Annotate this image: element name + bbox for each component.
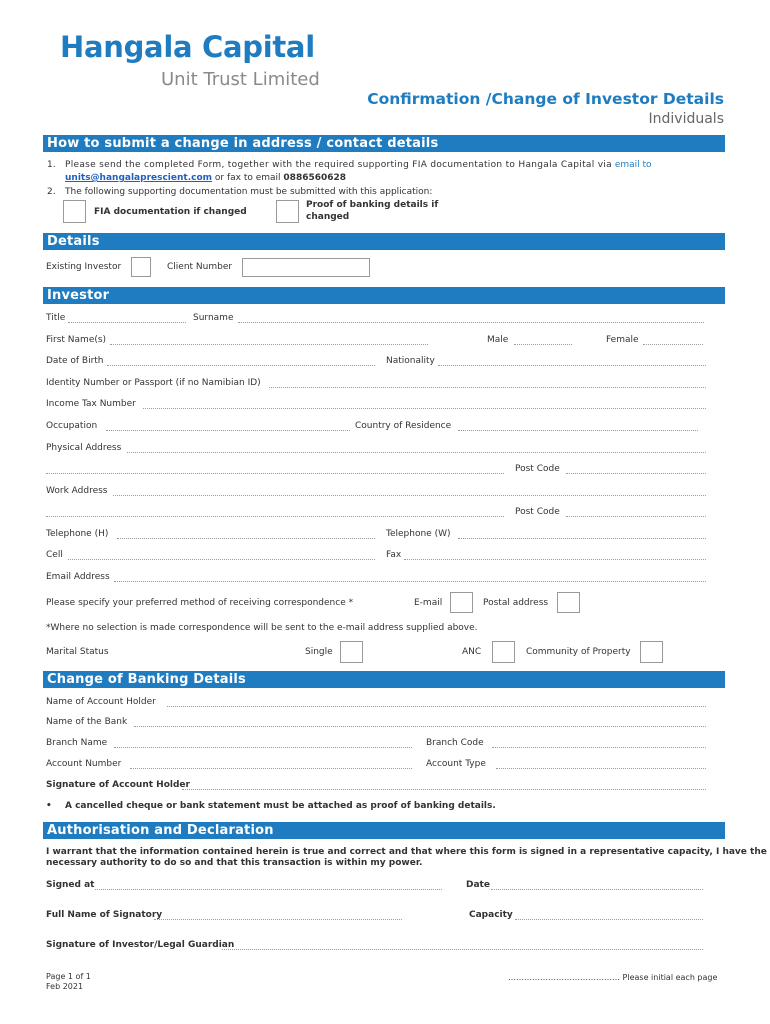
full-name-label: Full Name of Signatory (46, 910, 163, 920)
surname-label: Surname (193, 313, 234, 323)
section-header-investor: Investor (43, 287, 725, 304)
document-subtitle: Individuals (648, 111, 724, 127)
telephone-h-field[interactable] (117, 538, 375, 539)
revision-date: Feb 2021 (46, 982, 84, 991)
occupation-label: Occupation (46, 421, 98, 431)
work-address-label: Work Address (46, 486, 108, 496)
fax-label: Fax (386, 550, 402, 560)
account-number-field[interactable] (130, 768, 412, 769)
section-header-how-to-submit: How to submit a change in address / contact details (43, 135, 725, 152)
first-names-label: First Name(s) (46, 335, 107, 345)
male-label: Male (487, 335, 509, 345)
email-link[interactable]: units@hangalaprescient.com (65, 173, 213, 183)
date-label: Date (466, 880, 490, 890)
male-field[interactable] (514, 344, 572, 345)
account-type-label: Account Type (426, 759, 486, 769)
postal-option-checkbox[interactable] (557, 592, 580, 613)
client-number-field[interactable] (242, 258, 370, 277)
account-holder-label: Name of Account Holder (46, 697, 156, 707)
brand-name: Hangala Capital (60, 30, 315, 64)
section-header-details: Details (43, 233, 725, 250)
fax-number: 0886560628 (283, 173, 347, 183)
account-holder-signature-label: Signature of Account Holder (46, 780, 190, 790)
first-names-field[interactable] (110, 344, 428, 345)
anc-label: ANC (462, 647, 482, 657)
telephone-h-label: Telephone (H) (46, 529, 109, 539)
branch-code-label: Branch Code (426, 738, 484, 748)
instruction-2: 2. The following supporting documentation must be submitted with this application: (47, 187, 433, 197)
proof-banking-label-1: Proof of banking details if (306, 200, 439, 210)
community-label: Community of Property (526, 647, 631, 657)
fia-doc-checkbox[interactable] (63, 200, 86, 223)
postal-option-label: Postal address (483, 598, 549, 608)
work-post-code-label: Post Code (515, 507, 560, 517)
brand-subtitle: Unit Trust Limited (161, 69, 320, 90)
account-holder-signature-field[interactable] (182, 789, 706, 790)
cell-field[interactable] (68, 559, 375, 560)
income-tax-label: Income Tax Number (46, 399, 136, 409)
proof-banking-label-2: changed (306, 212, 350, 222)
marital-status-label: Marital Status (46, 647, 109, 657)
email-address-field[interactable] (114, 581, 706, 582)
initial-note: …………………………………… Please initial each page (508, 973, 718, 982)
signed-at-field[interactable] (95, 889, 442, 890)
section-header-authorisation: Authorisation and Declaration (43, 822, 725, 839)
existing-investor-label: Existing Investor (46, 262, 122, 272)
dob-label: Date of Birth (46, 356, 104, 366)
female-field[interactable] (643, 344, 703, 345)
physical-address-field[interactable] (127, 452, 706, 453)
physical-address-field-2[interactable] (46, 473, 504, 474)
work-post-code-field[interactable] (566, 516, 706, 517)
preferred-method-label: Please specify your preferred method of receiving correspondence * (46, 598, 354, 608)
post-code-label: Post Code (515, 464, 560, 474)
country-residence-label: Country of Residence (355, 421, 452, 431)
anc-checkbox[interactable] (492, 641, 515, 663)
title-label: Title (46, 313, 66, 323)
signed-at-label: Signed at (46, 880, 95, 890)
email-option-checkbox[interactable] (450, 592, 473, 613)
title-field[interactable] (68, 322, 186, 323)
email-address-label: Email Address (46, 572, 110, 582)
bank-name-label: Name of the Bank (46, 717, 128, 727)
work-address-field[interactable] (113, 495, 706, 496)
id-number-field[interactable] (269, 387, 706, 388)
telephone-w-field[interactable] (458, 538, 706, 539)
fax-field[interactable] (404, 559, 706, 560)
bank-name-field[interactable] (134, 726, 706, 727)
email-option-label: E-mail (414, 598, 443, 608)
branch-name-label: Branch Name (46, 738, 108, 748)
community-checkbox[interactable] (640, 641, 663, 663)
telephone-w-label: Telephone (W) (386, 529, 451, 539)
client-number-label: Client Number (167, 262, 233, 272)
proof-banking-checkbox[interactable] (276, 200, 299, 223)
account-type-field[interactable] (496, 768, 706, 769)
declaration-line-2: necessary authority to do so and that this transaction is within my power. (46, 858, 423, 868)
work-address-field-2[interactable] (46, 516, 504, 517)
existing-investor-checkbox[interactable] (131, 257, 151, 277)
occupation-field[interactable] (106, 430, 350, 431)
branch-code-field[interactable] (492, 747, 706, 748)
investor-signature-field[interactable] (222, 949, 703, 950)
single-checkbox[interactable] (340, 641, 363, 663)
female-label: Female (606, 335, 639, 345)
declaration-line-1: I warrant that the information contained herein is true and correct and that where this form is signed in a representative capacity, I have the (46, 847, 767, 857)
physical-address-label: Physical Address (46, 443, 122, 453)
document-title: Confirmation /Change of Investor Details (367, 90, 724, 108)
capacity-label: Capacity (469, 910, 513, 920)
surname-field[interactable] (238, 322, 704, 323)
post-code-field[interactable] (566, 473, 706, 474)
page-number: Page 1 of 1 (46, 972, 91, 981)
income-tax-field[interactable] (143, 408, 706, 409)
nationality-label: Nationality (386, 356, 435, 366)
section-header-banking: Change of Banking Details (43, 671, 725, 688)
instruction-1: 1. Please send the completed Form, together with the required supporting FIA documentation to Hangala Capital via email to (47, 160, 652, 170)
single-label: Single (305, 647, 333, 657)
nationality-field[interactable] (438, 365, 706, 366)
dob-field[interactable] (107, 365, 375, 366)
account-holder-field[interactable] (167, 706, 706, 707)
fia-doc-label: FIA documentation if changed (94, 207, 247, 217)
branch-name-field[interactable] (114, 747, 412, 748)
correspondence-note: *Where no selection is made correspondence will be sent to the e-mail address supplied above. (46, 623, 478, 633)
investor-signature-label: Signature of Investor/Legal Guardian (46, 940, 235, 950)
instruction-1-contact: units@hangalaprescient.com or fax to email 0886560628 (65, 173, 347, 183)
full-name-field[interactable] (154, 919, 402, 920)
cell-label: Cell (46, 550, 63, 560)
id-number-label: Identity Number or Passport (if no Namibian ID) (46, 378, 261, 388)
date-field[interactable] (491, 889, 703, 890)
capacity-field[interactable] (515, 919, 703, 920)
banking-note: A cancelled cheque or bank statement must be attached as proof of banking details. (65, 801, 496, 811)
country-residence-field[interactable] (458, 430, 698, 431)
banking-note-bullet: • (46, 801, 52, 811)
account-number-label: Account Number (46, 759, 122, 769)
